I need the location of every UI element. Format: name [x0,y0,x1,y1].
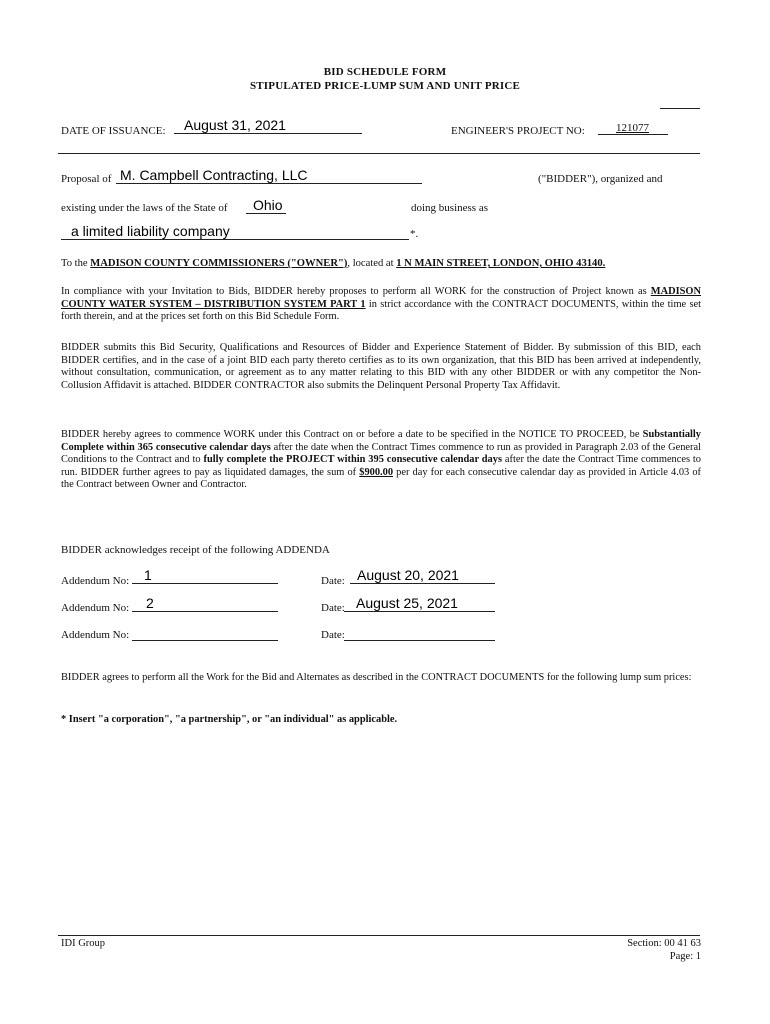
addendum-date-value: August 20, 2021 [357,567,459,583]
addendum-no-field[interactable] [132,567,278,584]
addendum-date-label: Date: [321,602,345,614]
header-rule [58,153,700,154]
header-rule-short [660,108,700,109]
paragraph-compliance: In compliance with your Invitation to Bids, BIDDER hereby proposes to perform all WORK for the construction of Project known as MADISON COUNTY WATER SYSTEM – DISTRIBUTION SYSTEM PART 1 in strict accordance with the CONTRACT DOCUMENTS, within the time set forth therein, and at the prices set forth on this Bid Schedule Form. [61,286,702,323]
entity-asterisk: *. [410,228,419,240]
bidder-suffix: ("BIDDER"), organized and [538,173,663,185]
addendum-no-field[interactable] [132,595,278,612]
paragraph-lump-sum: BIDDER agrees to perform all the Work for the Bid and Alternates as described in the CONTRACT DOCUMENTS for the following lump sum prices: [61,672,692,683]
owner-line: To the MADISON COUNTY COMMISSIONERS ("OWNER"), located at 1 N MAIN STREET, LONDON, OHIO 43140. [61,258,606,269]
insert-note: * Insert "a corporation", "a partnership", or "an individual" as applicable. [61,714,398,725]
form-title: BID SCHEDULE FORM [323,66,447,78]
dba-label: doing business as [411,202,488,214]
project-name: MADISON COUNTY WATER SYSTEM – DISTRIBUTION SYSTEM PART 1 [61,286,702,310]
owner-address: 1 N MAIN STREET, LONDON, OHIO 43140. [396,258,606,269]
bidder-name-field[interactable] [116,167,422,184]
addendum-no-value: 1 [144,567,152,583]
engineer-project-value: 121077 [616,122,649,134]
addendum-date-label: Date: [321,575,345,587]
addendum-date-value: August 25, 2021 [356,595,458,611]
form-subtitle: STIPULATED PRICE-LUMP SUM AND UNIT PRICE [249,80,521,92]
laws-label: existing under the laws of the State of [61,202,228,214]
state-value: Ohio [253,197,283,213]
engineer-project-label: ENGINEER'S PROJECT NO: [451,125,585,137]
footer-page: Page: 1 [669,951,701,962]
addendum-date-field[interactable] [344,624,495,641]
addendum-date-field[interactable] [344,595,495,612]
bidder-name-value: M. Campbell Contracting, LLC [120,167,308,183]
entity-type-field[interactable] [61,223,409,240]
proposal-label: Proposal of [61,173,112,185]
entity-type-value: a limited liability company [71,223,230,239]
addendum-label: Addendum No: [61,602,130,614]
addendum-no-value: 2 [146,595,154,611]
addendum-no-field[interactable] [132,624,278,641]
addendum-date-field[interactable] [350,567,495,584]
footer-section: Section: 00 41 63 [627,938,701,949]
footer-company: IDI Group [61,938,106,949]
liquidated-damages-amount: $900.00 [359,466,394,478]
paragraph-bid-security: BIDDER submits this Bid Security, Qualifications and Resources of Bidder and Experience Statement of Bidder. By submission of this BID, each BIDDER certifies, and in the case of a joint BID each party thereto certifies as to its own organization, that this BID has been arrived at independently, without consultation, communication, or agreement as to any matter relating to this BID with any other BIDDER or with any competitor the Non-Collusion Affidavit is attached. BIDDER CONTRACTOR also submits the Delinquent Personal Property Tax Affidavit. [61,342,701,391]
footer-rule [58,935,700,936]
date-of-issuance-label: DATE OF ISSUANCE: [61,125,166,137]
addendum-date-label: Date: [321,629,345,641]
addendum-label: Addendum No: [61,629,130,641]
state-field[interactable] [246,197,286,214]
addendum-label: Addendum No: [61,575,130,587]
owner-name: MADISON COUNTY COMMISSIONERS ("OWNER") [90,258,348,269]
addenda-intro: BIDDER acknowledges receipt of the following ADDENDA [61,544,330,556]
date-of-issuance-value: August 31, 2021 [184,117,286,133]
date-of-issuance-field[interactable] [174,117,362,134]
engineer-project-field[interactable] [598,122,668,135]
paragraph-commence-work: BIDDER hereby agrees to commence WORK under this Contract on or before a date to be specified in the NOTICE TO PROCEED, be Substantially Complete within 365 consecutive calendar days after the date when the Contract Times commence to run as provided in Paragraph 2.03 of the General Conditions to the Contract and to fully complete the PROJECT within 395 consecutive calendar days after the date the Contract Time commences to run. BIDDER further agrees to pay as liquidated damages, the sum of $900.00 per day for each consecutive calendar day as provided in Article 4.03 of the Contract between Owner and Contractor. [61,429,701,491]
